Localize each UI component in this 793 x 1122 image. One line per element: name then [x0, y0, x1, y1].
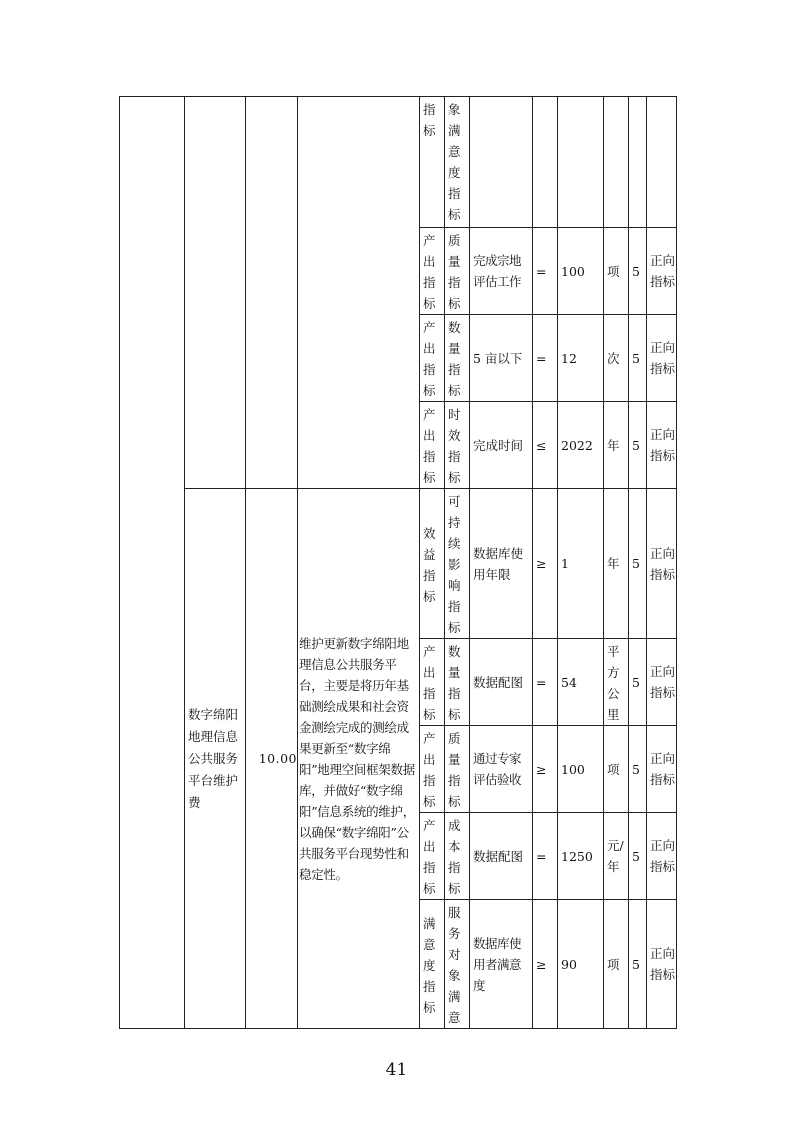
weight: 5: [629, 228, 647, 315]
operator: =: [533, 813, 558, 900]
direction: 正向指标: [647, 402, 677, 489]
project-description: 维护更新数字绵阳地理信息公共服务平台，主要是将历年基础测绘成果和社会资金测绘完成的测绘成果更新至“数字绵阳”地理空间框架数据库，并做好“数字绵阳”信息系统的维护，以确保“数字绵阳”公共服务平台现势性和稳定性。: [298, 489, 420, 1029]
direction: 正向指标: [647, 726, 677, 813]
operator: [533, 97, 558, 228]
target-value: 100: [558, 228, 604, 315]
target-value: [558, 97, 604, 228]
operator: =: [533, 639, 558, 726]
level1-indicator: 指 标: [420, 97, 445, 228]
unit: 元/年: [604, 813, 629, 900]
weight: 5: [629, 726, 647, 813]
blank-description-cell: [298, 97, 420, 489]
indicator-name: 5 亩以下: [470, 315, 533, 402]
operator: =: [533, 315, 558, 402]
level1-indicator: 产 出 指 标: [420, 726, 445, 813]
target-value: 1250: [558, 813, 604, 900]
level2-indicator: 质 量 指 标: [445, 228, 470, 315]
direction: 正向指标: [647, 489, 677, 639]
weight: 5: [629, 489, 647, 639]
operator: ≥: [533, 726, 558, 813]
target-value: 1: [558, 489, 604, 639]
operator: ≥: [533, 489, 558, 639]
operator: ≥: [533, 900, 558, 1029]
direction: 正向指标: [647, 900, 677, 1029]
weight: 5: [629, 639, 647, 726]
target-value: 12: [558, 315, 604, 402]
table-row: [120, 489, 677, 639]
blank-project-cell: [185, 97, 246, 489]
indicator-name: 通过专家评估验收: [470, 726, 533, 813]
level1-indicator: 产 出 指 标: [420, 639, 445, 726]
level2-indicator: 服 务 对 象 满 意: [445, 900, 470, 1029]
indicator-name: [470, 97, 533, 228]
unit: 年: [604, 402, 629, 489]
level2-indicator: 质 量 指 标: [445, 726, 470, 813]
target-value: 90: [558, 900, 604, 1029]
weight: [629, 97, 647, 228]
table-row: [120, 97, 677, 228]
level1-indicator: 效 益 指 标: [420, 489, 445, 639]
level2-indicator: 时 效 指 标: [445, 402, 470, 489]
indicator-name: 数据配图: [470, 639, 533, 726]
level1-indicator: 产 出 指 标: [420, 402, 445, 489]
project-name: 数字绵阳地理信息公共服务平台维护费: [185, 489, 246, 1029]
level1-indicator: 满 意 度 指 标: [420, 900, 445, 1029]
unit: 项: [604, 726, 629, 813]
unit: 平 方 公 里: [604, 639, 629, 726]
blank-category-cell: [120, 97, 185, 1029]
weight: 5: [629, 813, 647, 900]
direction: 正向指标: [647, 315, 677, 402]
unit: [604, 97, 629, 228]
direction: 正向指标: [647, 813, 677, 900]
indicator-name: 完成时间: [470, 402, 533, 489]
level1-indicator: 产 出 指 标: [420, 228, 445, 315]
weight: 5: [629, 402, 647, 489]
level2-indicator: 数 量 指 标: [445, 639, 470, 726]
page-number: 41: [385, 1060, 408, 1080]
indicator-name: 数据库使用年限: [470, 489, 533, 639]
target-value: 2022: [558, 402, 604, 489]
level1-indicator: 产 出 指 标: [420, 813, 445, 900]
unit: 项: [604, 900, 629, 1029]
level2-indicator: 数 量 指 标: [445, 315, 470, 402]
operator: =: [533, 228, 558, 315]
indicator-name: 数据配图: [470, 813, 533, 900]
level2-indicator: 成 本 指 标: [445, 813, 470, 900]
weight: 5: [629, 315, 647, 402]
performance-indicator-table: [119, 96, 677, 1029]
direction: 正向指标: [647, 639, 677, 726]
target-value: 54: [558, 639, 604, 726]
direction: 正向指标: [647, 228, 677, 315]
unit: 次: [604, 315, 629, 402]
target-value: 100: [558, 726, 604, 813]
weight: 5: [629, 900, 647, 1029]
indicator-name: 完成宗地评估工作: [470, 228, 533, 315]
operator: ≤: [533, 402, 558, 489]
blank-amount-cell: [246, 97, 298, 489]
project-amount: 10.00: [246, 489, 298, 1029]
indicator-name: 数据库使用者满意度: [470, 900, 533, 1029]
direction: [647, 97, 677, 228]
level2-indicator: 象 满 意 度 指 标: [445, 97, 470, 228]
level1-indicator: 产 出 指 标: [420, 315, 445, 402]
level2-indicator: 可 持 续 影 响 指 标: [445, 489, 470, 639]
unit: 项: [604, 228, 629, 315]
unit: 年: [604, 489, 629, 639]
